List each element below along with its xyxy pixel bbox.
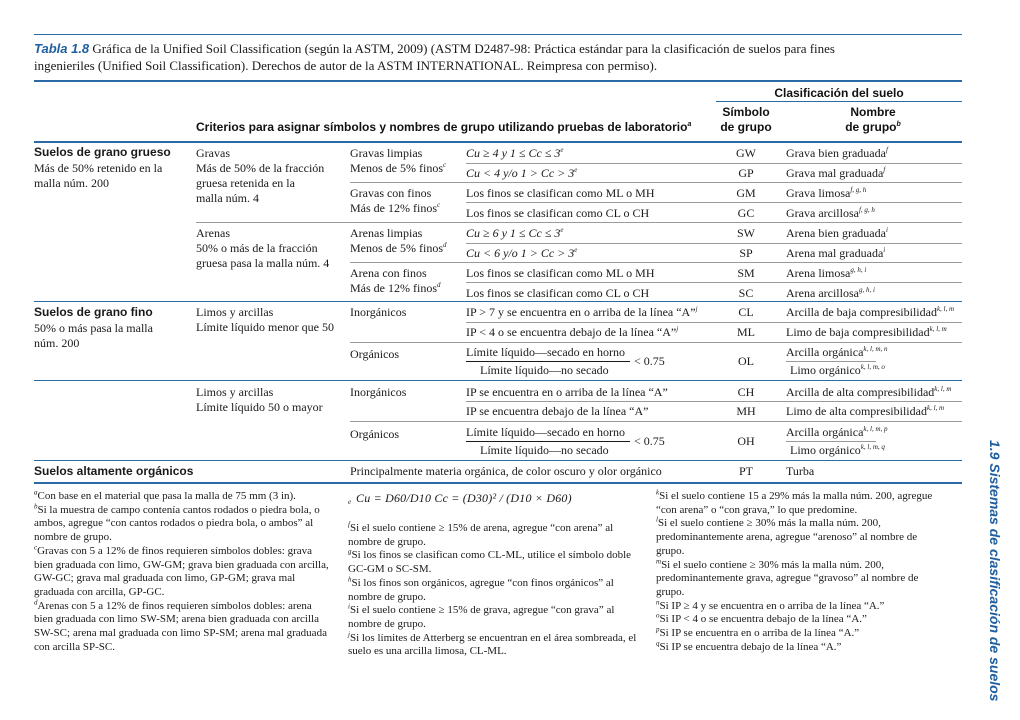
- oh-fraction-bar: [466, 441, 630, 442]
- symbol-sc: SC: [738, 286, 754, 300]
- name-gm: Grava limosa$^{f, g, h}$: [786, 186, 867, 200]
- top-rule: [34, 34, 962, 35]
- gravels-clean: Gravas limpias Menos de 5% finos$^c$: [350, 146, 447, 175]
- coarse-desc: Más de 50% retenido en la malla núm. 200: [34, 161, 163, 190]
- row-divider: [196, 222, 962, 223]
- footnotes-col3: $^k$Si el suelo contiene 15 a 29% más la malla núm. 200, agregue “con arena” o “con grava,” lo que predomine. $^l$Si el suelo contiene ≥ 30% más la malla núm. 200, predominantemente arena, agregue “arenoso” al nombre de grupo. $^m$Si el suelo contiene ≥ 30% más la malla núm. 200, predominantemente grava, agregue “gravoso” al nombre de grupo. $^n$Si IP ≥ 4 y se encuentra en o arriba de la línea “A.” $^o$Si IP < 4 o se encuentra debajo de la línea “A.” $^p$Si IP se encuentra en o arriba de la línea “A.” $^q$Si IP se encuentra debajo de la línea “A.”: [656, 488, 933, 653]
- criteria-sw: Cu ≥ 6 y $1 \le Cc \le 3^e$: [466, 226, 564, 240]
- ol-numerator: Límite líquido—secado en horno: [466, 345, 625, 359]
- section-divider: [34, 460, 962, 461]
- row-divider: [350, 421, 962, 422]
- criteria-cl: IP > 7 y se encuentra en o arriba de la línea “A”$^j$: [466, 305, 698, 319]
- formula-block: e Cu = D60/D10 Cc = (D30)² / (D10 × D60): [348, 491, 572, 506]
- section-divider: [34, 301, 962, 302]
- name-pt: Turba: [786, 464, 815, 478]
- criteria-sm: Los finos se clasifican como ML o MH: [466, 266, 655, 280]
- header-classification: Clasificación del suelo: [774, 86, 904, 100]
- name-divider: [786, 361, 876, 362]
- row-divider: [466, 163, 962, 164]
- name-sp: Arena mal graduada$^i$: [786, 246, 886, 260]
- name-ml: Limo de baja compresibilidad$^{k, l, m}$: [786, 325, 947, 339]
- criteria-gp: Cu < 4 y/o $1 > Cc > 3^e$: [466, 166, 578, 180]
- fine-high-block: Limos y arcillas Límite líquido 50 o mayor: [196, 385, 323, 414]
- row-divider: [466, 322, 962, 323]
- criteria-ml: IP < 4 o se encuentra debajo de la línea “A”$^j$: [466, 325, 679, 339]
- footnotes-col2: e Cu = D60/D10 Cc = (D30)² / (D10 × D60) $^f$Si el suelo contiene ≥ 15% de arena, agregue “con arena” al nombre de grupo. $^g$Si los finos se clasifican como CL-ML, utilice el símbolo doble GC-GM o SC-SM. $^h$Si los finos son orgánicos, agregue “con finos orgánicos” al nombre de grupo. $^i$Si el suelo contiene ≥ 15% de grava, agregue “con grava” al nombre de grupo. $^j$Si los límites de Atterberg se encuentran en el área sombreada, el suelo es una arcilla limosa, CL-ML.: [348, 491, 637, 658]
- table-label: Tabla 1.8: [34, 41, 90, 56]
- symbol-sp: SP: [739, 246, 753, 260]
- sands-fines: Arena con finos Más de 12% finos$^d$: [350, 266, 441, 295]
- name-divider: [786, 441, 876, 442]
- name-ol-1: Arcilla orgánica$^{k, l, m, n}$: [786, 345, 888, 359]
- sands-clean: Arenas limpias Menos de 5% finos$^d$: [350, 226, 447, 255]
- name-gp: Grava mal graduada$^f$: [786, 166, 886, 180]
- name-cl: Arcilla de baja compresibilidad$^{k, l, m}$: [786, 305, 955, 319]
- sands-block: Arenas 50% o más de la fracción gruesa pasa la malla núm. 4: [196, 226, 330, 270]
- symbol-pt: PT: [738, 464, 753, 478]
- fine-low-organic: Orgánicos: [350, 347, 400, 361]
- organic-criteria: Principalmente materia orgánica, de color oscuro y olor orgánico: [350, 464, 662, 478]
- name-ol-2: Limo orgánico$^{k, l, m, o}$: [790, 363, 885, 377]
- symbol-gm: GM: [736, 186, 756, 200]
- row-divider: [350, 262, 962, 263]
- header-top-rule: [34, 80, 962, 82]
- criteria-mh: IP se encuentra debajo de la línea “A”: [466, 404, 649, 418]
- name-oh-1: Arcilla orgánica$^{k, l, m, p}$: [786, 425, 888, 439]
- organic-title: Suelos altamente orgánicos: [34, 464, 194, 478]
- oh-denominator: Límite líquido—no secado: [480, 443, 609, 457]
- symbol-gc: GC: [737, 206, 755, 220]
- symbol-mh: MH: [736, 404, 756, 418]
- name-gc: Grava arcillosa$^{f, g, h}$: [786, 206, 875, 220]
- header-name: Nombre de grupo$^b$: [845, 105, 901, 134]
- symbol-ml: ML: [737, 325, 755, 339]
- gravels-block: Gravas Más de 50% de la fracción gruesa retenida en la malla núm. 4: [196, 146, 325, 205]
- row-divider: [466, 243, 962, 244]
- name-sm: Arena limosa$^{g, h, i}$: [786, 266, 867, 280]
- fine-low-block: Limos y arcillas Límite líquido menor que 50: [196, 305, 334, 334]
- gravels-fines: Gravas con finos Más de 12% finos$^c$: [350, 186, 441, 215]
- fine-high-organic: Orgánicos: [350, 427, 400, 441]
- table-title: Gráfica de la Unified Soil Classification (según la ASTM, 2009) (ASTM D2487-98: Práctica estándar para la clasificación de suelos para fines ingenieriles (Unified Soil Classification). Derechos de autor de la ASTM INTERNATIONAL. Reimpresa con permiso).: [34, 41, 835, 73]
- criteria-sc: Los finos se clasifican como CL o CH: [466, 286, 650, 300]
- symbol-cl: CL: [738, 305, 754, 319]
- criteria-gm: Los finos se clasifican como ML o MH: [466, 186, 655, 200]
- ol-fraction-bar: [466, 361, 630, 362]
- ol-denominator: Límite líquido—no secado: [480, 363, 609, 377]
- name-gw: Grava bien graduada$^f$: [786, 146, 888, 160]
- name-ch: Arcilla de alta compresibilidad$^{k, l, m}$: [786, 385, 952, 399]
- row-divider: [466, 401, 962, 402]
- header-bottom-rule: [34, 141, 962, 143]
- oh-numerator: Límite líquido—secado en horno: [466, 425, 625, 439]
- name-oh-2: Limo orgánico$^{k, l, m, q}$: [790, 443, 885, 457]
- criteria-gc: Los finos se clasifican como CL o CH: [466, 206, 650, 220]
- criteria-gw: Cu ≥ 4 y $1 \le Cc \le 3^e$: [466, 146, 564, 160]
- symbol-gw: GW: [736, 146, 756, 160]
- header-symbol: Símbolo de grupo: [720, 105, 772, 134]
- symbol-ch: CH: [737, 385, 755, 399]
- criteria-ch: IP se encuentra en o arriba de la línea “A”: [466, 385, 668, 399]
- row-divider: [350, 342, 962, 343]
- name-sc: Arena arcillosa$^{g, h, i}$: [786, 286, 875, 300]
- fine-desc: 50% o más pasa la malla núm. 200: [34, 321, 153, 350]
- header-criteria: Criterios para asignar símbolos y nombres de grupo utilizando pruebas de laboratorio$^a$: [196, 120, 692, 134]
- table-bottom-rule: [34, 482, 962, 484]
- row-divider: [466, 202, 962, 203]
- fine-high-inorganic: Inorgánicos: [350, 385, 407, 399]
- side-heading: 1.9 Sistemas de clasificación de suelos: [987, 440, 1003, 702]
- symbol-sm: SM: [737, 266, 755, 280]
- fine-title: Suelos de grano fino: [34, 305, 153, 319]
- oh-ratio: < 0.75: [634, 434, 665, 448]
- symbol-oh: OH: [737, 434, 755, 448]
- symbol-sw: SW: [737, 226, 755, 240]
- symbol-gp: GP: [738, 166, 754, 180]
- coarse-title: Suelos de grano grueso: [34, 145, 171, 159]
- footnotes-col1: $^a$Con base en el material que pasa la malla de 75 mm (3 in). $^b$Si la muestra de campo contenía cantos rodados o piedra bola, o ambos, agregue “con cantos rodados o piedra bola, o ambos” al nombre de grupo. $^c$Gravas con 5 a 12% de finos requieren símbolos dobles: grava bien graduada con limo, GW-GM; grava bien graduada con arcilla, GW-GC; grava mal graduada con limo, GP-GM; grava mal graduada con arcilla, GP-GC. $^d$Arenas con 5 a 12% de finos requieren símbolos dobles: arena bien graduada con limo SW-SM; arena bien graduada con arcilla SW-SC; arena mal graduada con limo SP-SM; arena mal graduada con arcilla SP-SC.: [34, 488, 329, 653]
- criteria-sp: Cu < 6 y/o $1 > Cc > 3^e$: [466, 246, 578, 260]
- header-sub-rule: [716, 101, 962, 102]
- formula-text: Cu = D60/D10 Cc = (D30)² / (D10 × D60): [356, 491, 572, 505]
- ol-ratio: < 0.75: [634, 354, 665, 368]
- name-sw: Arena bien graduada$^i$: [786, 226, 888, 240]
- symbol-ol: OL: [738, 354, 754, 368]
- fine-low-inorganic: Inorgánicos: [350, 305, 407, 319]
- table-caption: [34, 40, 894, 74]
- row-divider: [350, 182, 962, 183]
- section-divider: [34, 380, 962, 381]
- name-mh: Limo de alta compresibilidad$^{k, l, m}$: [786, 404, 945, 418]
- row-divider: [466, 282, 962, 283]
